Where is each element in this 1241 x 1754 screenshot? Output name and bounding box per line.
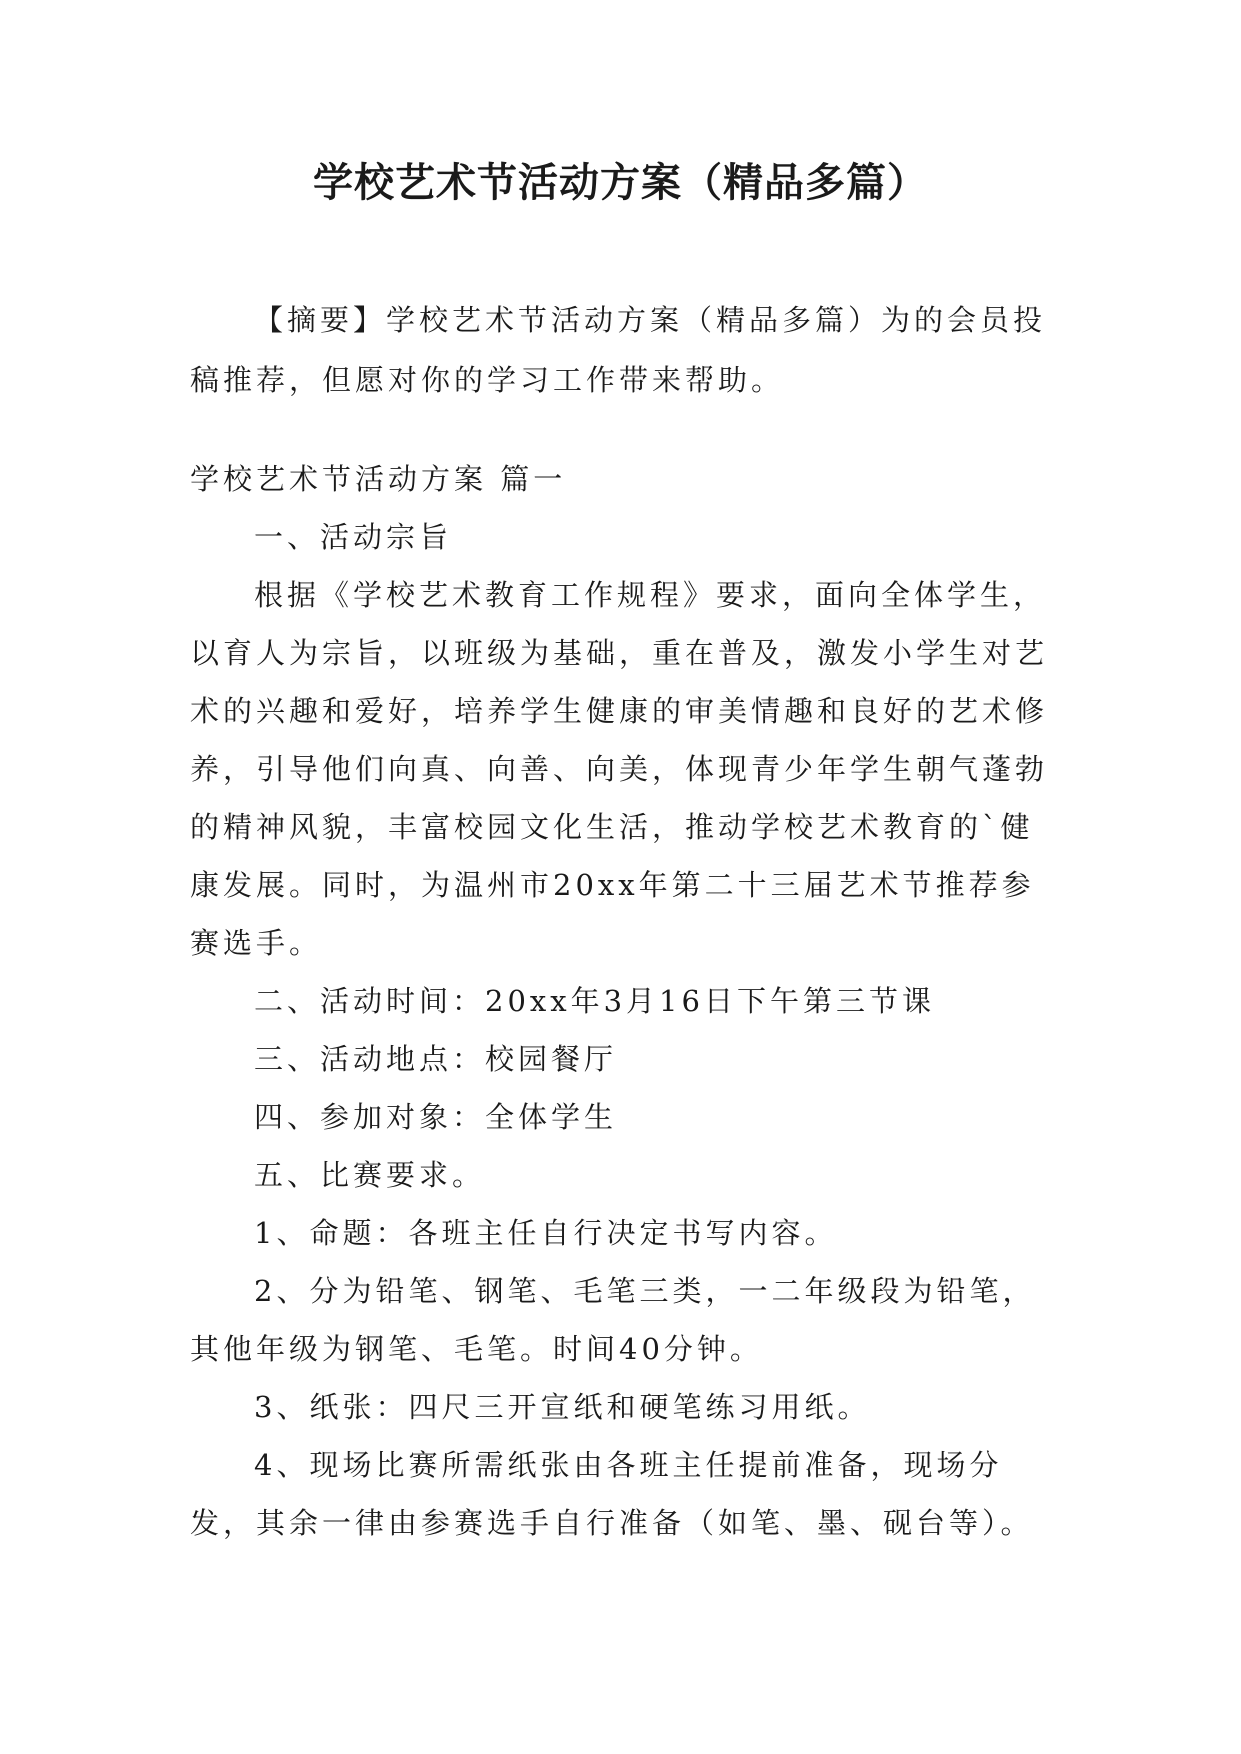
paragraph-requirements-heading: 五、比赛要求。 bbox=[254, 1158, 486, 1192]
paragraph-requirement-1: 1、命题：各班主任自行决定书写内容。 bbox=[254, 1216, 838, 1250]
document-title: 学校艺术节活动方案（精品多篇） bbox=[313, 159, 928, 206]
paragraph-requirement-3: 3、纸张：四尺三开宣纸和硬笔练习用纸。 bbox=[254, 1390, 871, 1424]
abstract-paragraph: 【摘要】学校艺术节活动方案（精品多篇）为的会员投稿推荐，但愿对你的学习工作带来帮助。 bbox=[190, 303, 1047, 397]
paragraph-requirement-2: 2、分为铅笔、钢笔、毛笔三类，一二年级段为铅笔，其他年级为钢笔、毛笔。时间40分钟。 bbox=[190, 1274, 1036, 1366]
paragraph-participants: 四、参加对象：全体学生 bbox=[254, 1100, 618, 1134]
paragraph-requirement-4: 4、现场比赛所需纸张由各班主任提前准备，现场分发，其余一律由参赛选手自行准备（如笔、墨、砚台等）。 bbox=[190, 1448, 1034, 1540]
document-body bbox=[190, 290, 1050, 1552]
paragraph-purpose-heading: 一、活动宗旨 bbox=[254, 520, 453, 554]
section-heading: 学校艺术节活动方案 篇一 bbox=[190, 462, 567, 496]
paragraph-location: 三、活动地点：校园餐厅 bbox=[254, 1042, 618, 1076]
paragraph-purpose-body: 根据《学校艺术教育工作规程》要求，面向全体学生，以育人为宗旨，以班级为基础，重在普及，激发小学生对艺术的兴趣和爱好，培养学生健康的审美情趣和良好的艺术修养，引导他们向真、向善、向美，体现青少年学生朝气蓬勃的精神风貌，丰富校园文化生活，推动学校艺术教育的`健康发展。同时，为温州市20xx年第二十三届艺术节推荐参赛选手。 bbox=[190, 578, 1049, 960]
paragraph-time: 二、活动时间：20xx年3月16日下午第三节课 bbox=[254, 984, 935, 1018]
